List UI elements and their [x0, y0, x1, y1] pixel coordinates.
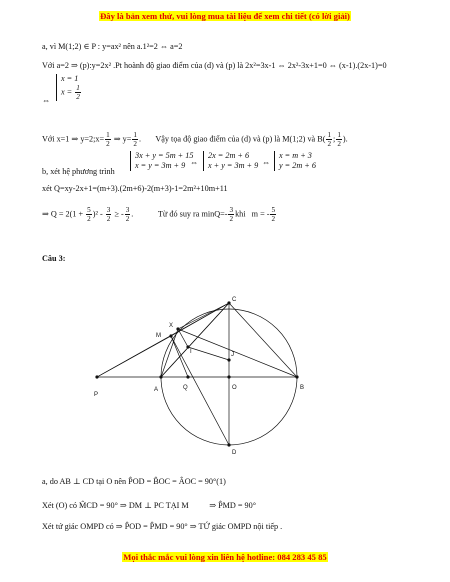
- label-q: Q: [183, 385, 188, 391]
- label-a: A: [154, 387, 159, 393]
- label-o: O: [232, 385, 237, 391]
- label-d: D: [232, 450, 237, 455]
- hotline-banner: Mọi thắc mắc vui lòng xin liên hệ hotline: 084 283 45 85: [123, 552, 327, 562]
- label-x: X: [169, 323, 174, 329]
- system-x-values: x = 1 x = $\frac{1}{2}$: [56, 74, 82, 101]
- label-m: M: [156, 333, 161, 339]
- line-system-intro: b, xét hệ phương trình: [42, 167, 115, 176]
- question-3-title: Câu 3:: [42, 254, 66, 263]
- label-c: C: [232, 297, 237, 303]
- label-p: P: [94, 392, 99, 398]
- line-part-a: a, vì M(1;2) ∈ P : y=ax² nên a.1²=2 ⇔ a=2: [42, 42, 183, 51]
- line-q-min: ⇒ Q = 2(1 + $\frac{5}{2}$ )² - $\frac{3}{2}$ ≥ - $\frac{3}{2}$ . Từ đó suy ra minQ=- $\frac{3}{2}$ khi m = - $\frac{5}{2}$: [42, 206, 276, 223]
- equiv-2: ⇔: [262, 158, 271, 167]
- line-intersection-eq: Với a=2 ⇒ (p):y=2x² .Pt hoành độ giao điểm của (d) và (p) là 2x²=3x-1 ⇔ 2x²-3x+1=0 ⇔ (x-1).(2x-1)=0: [42, 61, 387, 70]
- system-1: 3x + y = 5m + 15 x = y = 3m + 9: [130, 151, 193, 171]
- geometry-figure: [0, 285, 450, 455]
- solution-line-1: a, do AB ⊥ CD tại O nên P̂OD = B̂OC = ÂOC = 90°(1): [42, 477, 226, 486]
- solution-line-2: Xét (O) có M̂CD = 90° ⇒ DM ⊥ PC TẠI M ⇒ P̂MD = 90°: [42, 501, 257, 510]
- line-xi: [178, 329, 188, 347]
- line-ac2: [161, 303, 229, 377]
- line-pm: [97, 336, 171, 377]
- equiv-1: ⇔: [190, 158, 199, 167]
- line-ij: [188, 347, 229, 360]
- line-coordinates: Với x=1 ⇒ y=2;x= $\frac{1}{2}$ ⇒ y= $\frac{1}{2}$ . Vậy tọa độ giao điểm của (d) và (p) là M(1;2) và B( $\frac{1}{2}$ ; $\frac{1}{2}$ ).: [42, 131, 348, 148]
- line-mc: [171, 303, 229, 336]
- equiv-symbol: ⇔: [42, 96, 51, 105]
- line-xc: [178, 303, 229, 329]
- solution-line-3: Xét tứ giác OMPD có ⇒ P̂OD = P̂MD = 90° ⇒ TỨ giác OMPD nội tiếp .: [42, 522, 283, 531]
- label-i: I: [190, 349, 192, 355]
- line-q-expression: xét Q=xy-2x+1=(m+3).(2m+6)-2(m+3)-1=2m²+10m+11: [42, 184, 228, 193]
- system-3: x = m + 3 y = 2m + 6: [274, 151, 316, 171]
- line-xb: [178, 329, 297, 377]
- label-j: J: [231, 352, 234, 358]
- system-2: 2x = 2m + 6 x + y = 3m + 9: [203, 151, 258, 171]
- line-cb: [229, 303, 297, 377]
- label-b: B: [300, 385, 305, 391]
- preview-banner: Đây là bản xem thử, vui lòng mua tài liệu để xem chi tiết (có lời giải): [100, 11, 350, 21]
- line-md: [171, 336, 229, 445]
